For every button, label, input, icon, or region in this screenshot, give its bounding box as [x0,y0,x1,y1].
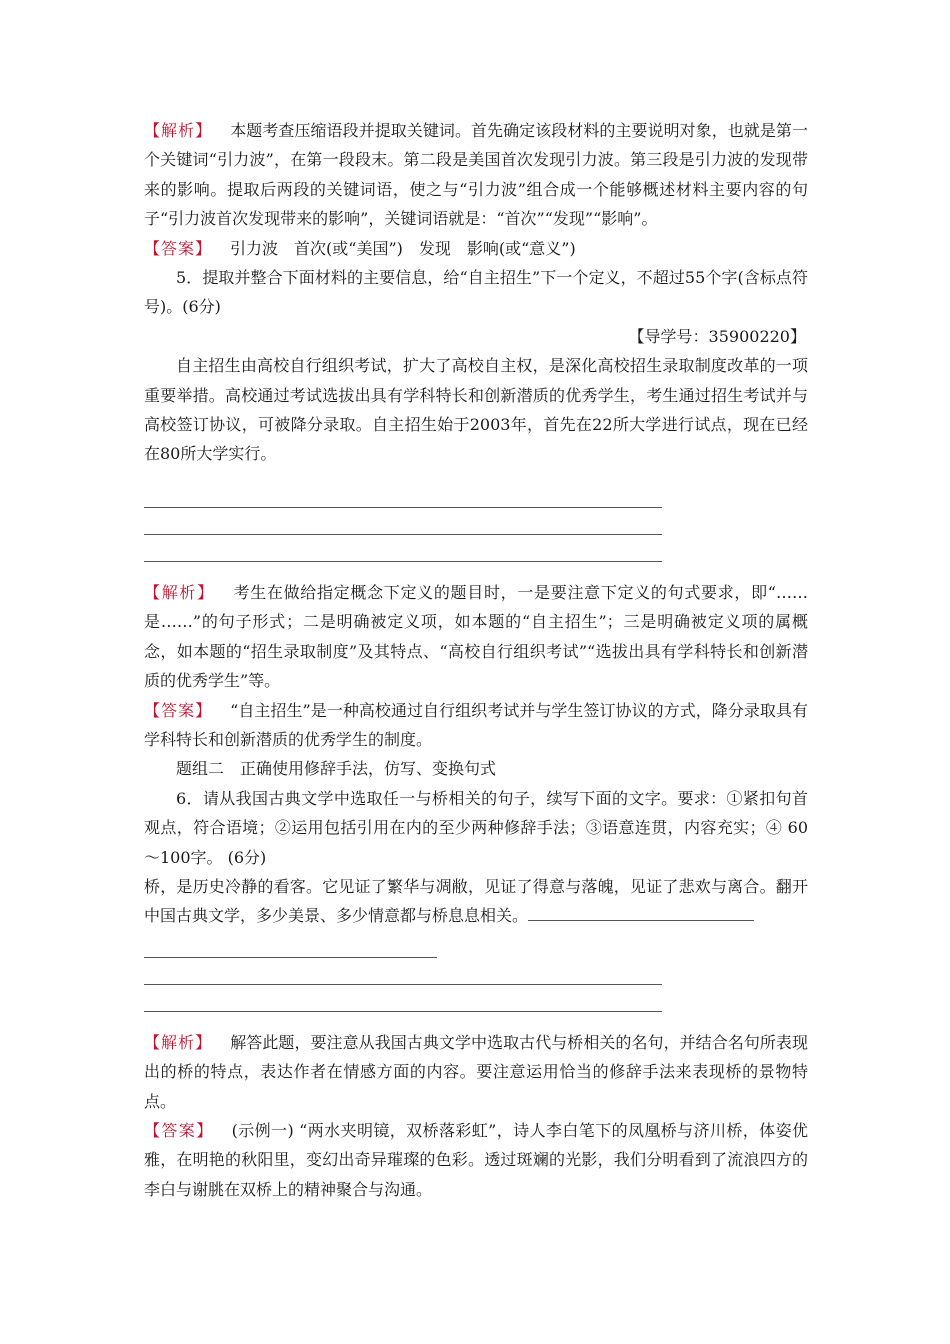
q6-analysis [144,1028,808,1116]
q4-analysis-text: 本题考查压缩语段并提取关键词。首先确定该段材料的主要说明对象，也就是第一个关键词“引力波”，在第一段段末。第二段是美国首次发现引力波。第三段是引力波的发现带来的影响。提取后两段的关键词语，使之与“引力波”组合成一个能够概述材料主要内容的句子“引力波首次发现带来的影响”，关键词语就是：“首次”“发现”“影响”。 [144,121,808,229]
q6-material-text: 桥，是历史冷静的看客。它见证了繁华与凋敝，见证了得意与落魄，见证了悲欢与离合。翻开中国古典文学，多少美景、多少情意都与桥息息相关。 [144,876,808,926]
q6-inline-blank[interactable] [528,904,754,921]
q6-answer-line-1[interactable] [144,931,437,958]
q5-analysis-text: 考生在做给指定概念下定义的题目时，一是要注意下定义的句式要求，即“……是……”的句子形式；二是明确被定义项，如本题的“自主招生”；三是明确被定义项的属概念，如本题的“招生录取制度”及其特点、“高校自行组织考试”“选拔出具有学科特长和创新潜质的优秀学生”等。 [144,582,808,691]
q6-answer [144,1116,808,1204]
q5-question: 5．提取并整合下面材料的主要信息，给“自主招生”下一个定义，不超过55个字(含标点符号)。(6分) [144,268,808,317]
q6-material [144,872,808,931]
q5-answer [144,696,808,755]
q5-answer-line-2[interactable] [144,508,662,535]
answer-label: 【答案】 [144,238,213,258]
answer-label: 【答案】 [144,700,213,720]
q5-answer-line-3[interactable] [144,535,662,562]
q6-answer-text: (示例一) “两水夹明镜，双桥落彩虹”，诗人李白笔下的凤凰桥与济川桥，体姿优雅，在明艳的秋阳里，变幻出奇异璀璨的色彩。透过斑斓的光影，我们分明看到了流浪四方的李白与谢朓在双桥上的精神聚合与沟通。 [144,1120,808,1199]
analysis-label: 【解析】 [144,1032,213,1052]
q4-analysis [144,116,808,234]
analysis-label: 【解析】 [144,582,215,602]
q5-guide-number: 【导学号：35900220】 [628,326,806,346]
q6-answer-line-2[interactable] [144,958,662,985]
group-title: 题组二 正确使用修辞手法，仿写、变换句式 [176,759,497,779]
q5-analysis [144,578,808,696]
document-page [144,116,808,1204]
q5-answer-text: “自主招生”是一种高校通过自行组织考试并与学生签订协议的方式，降分录取具有学科特长和创新潜质的优秀学生的制度。 [144,700,808,749]
q5-answer-line-1[interactable] [144,481,662,508]
q6-question: 6．请从我国古典文学中选取任一与桥相关的句子，续写下面的文字。要求：①紧扣句首观点，符合语境；②运用包括引用在内的至少两种修辞手法；③语意连贯，内容充实；④ 60～100字。 (6分) [144,788,808,867]
answer-label: 【答案】 [144,1120,214,1140]
q4-answer-text: 引力波 首次(或“美国”) 发现 影响(或“意义”) [230,238,576,258]
q6-analysis-text: 解答此题，要注意从我国古典文学中选取古代与桥相关的名句，并结合名句所表现出的桥的特点，表达作者在情感方面的内容。要注意运用恰当的修辞手法来表现桥的景物特点。 [144,1032,808,1111]
q6-answer-line-3[interactable] [144,985,662,1012]
q4-answer [144,234,808,263]
q5-material: 自主招生由高校自行组织考试，扩大了高校自主权，是深化高校招生录取制度改革的一项重要举措。高校通过考试选拔出具有学科特长和创新潜质的优秀学生，考生通过招生考试并与高校签订协议，可被降分录取。自主招生始于2003年，首先在22所大学进行试点，现在已经在80所大学实行。 [144,356,808,464]
analysis-label: 【解析】 [144,121,213,140]
